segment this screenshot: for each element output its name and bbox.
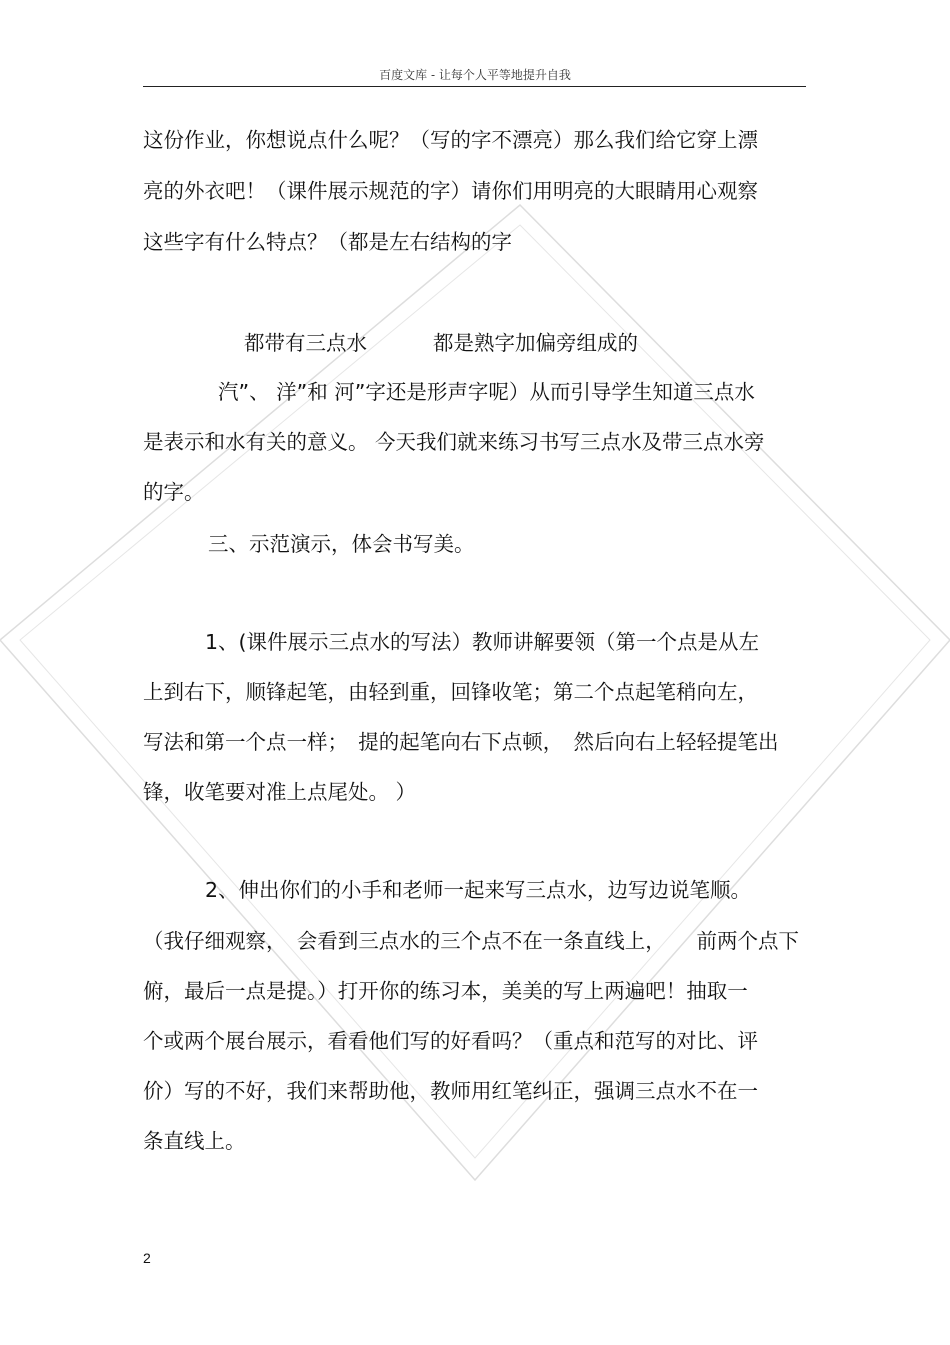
feature-note: 都带有三点水 — [244, 331, 367, 355]
paragraph-line: 锋，收笔要对准上点尾处。 ） — [143, 780, 417, 804]
paragraph-line: 个或两个展台展示，看看他们写的好看吗？（重点和范写的对比、评 — [143, 1029, 758, 1053]
paragraph-line: 1、(课件展示三点水的写法）教师讲解要领（第一个点是从左 — [205, 630, 760, 654]
paragraph-line: 是表示和水有关的意义。 今天我们就来练习书写三点水及带三点水旁 — [143, 430, 765, 454]
paragraph-line: 俯，最后一点是提。）打开你的练习本，美美的写上两遍吧！抽取一 — [143, 979, 748, 1003]
paragraph-line: （我仔细观察， 会看到三点水的三个点不在一条直线上， 前两个点下 — [143, 929, 799, 953]
paragraph-line: 这些字有什么特点？（都是左右结构的字 — [143, 230, 512, 254]
paragraph-line: 的字。 — [143, 480, 205, 504]
section-heading: 三、示范演示，体会书写美。 — [208, 532, 475, 556]
paragraph-line: 价）写的不好，我们来帮助他，教师用红笔纠正，强调三点水不在一 — [143, 1079, 758, 1103]
feature-note: 都是熟字加偏旁组成的 — [433, 331, 638, 355]
paragraph-line: 上到右下，顺锋起笔，由轻到重，回锋收笔；第二个点起笔稍向左， — [143, 680, 758, 704]
header-divider — [143, 86, 806, 87]
page-header: 百度文库 - 让每个人平等地提升自我 — [379, 68, 571, 82]
page-number: 2 — [143, 1250, 151, 1266]
paragraph-line: 亮的外衣吧！（课件展示规范的字）请你们用明亮的大眼睛用心观察 — [143, 179, 758, 203]
paragraph-line: 条直线上。 — [143, 1129, 246, 1153]
paragraph-line: 汽”、 洋”和 河”字还是形声字呢）从而引导学生知道三点水 — [218, 380, 755, 404]
paragraph-line: 2、伸出你们的小手和老师一起来写三点水，边写边说笔顺。 — [205, 878, 752, 902]
paragraph-line: 写法和第一个点一样； 提的起笔向右下点顿， 然后向右上轻轻提笔出 — [143, 730, 779, 754]
paragraph-line: 这份作业，你想说点什么呢？（写的字不漂亮）那么我们给它穿上漂 — [143, 128, 758, 152]
